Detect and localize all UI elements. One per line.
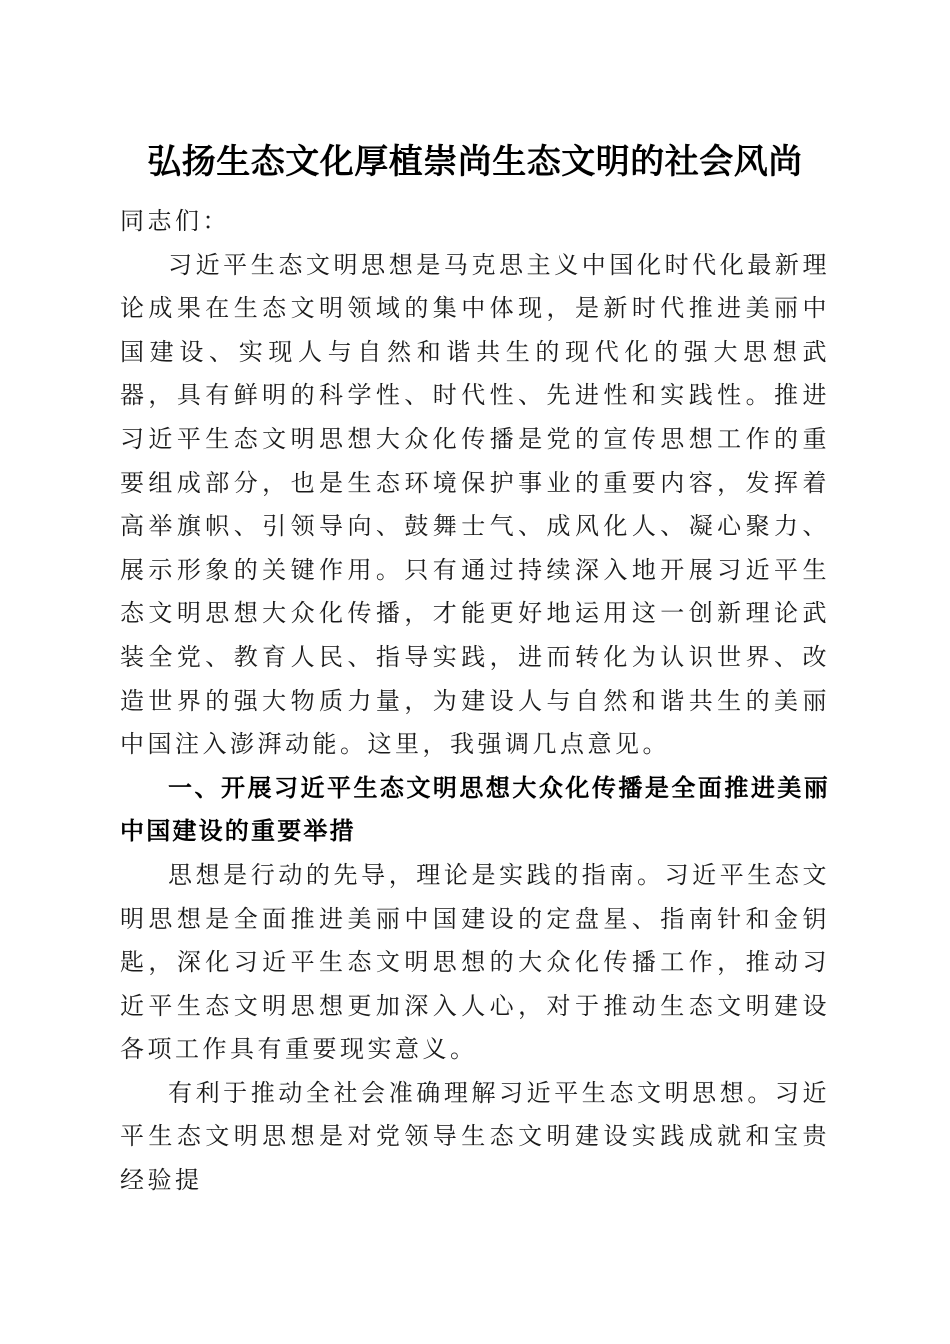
document-body: [120, 200, 830, 1203]
document-title: 弘扬生态文化厚植崇尚生态文明的社会风尚: [147, 142, 803, 182]
intro-paragraph: 习近平生态文明思想是马克思主义中国化时代化最新理论成果在生态文明领域的集中体现，是新时代推进美丽中国建设、实现人与自然和谐共生的现代化的强大思想武器，具有鲜明的科学性、时代性、先进性和实践性。推进习近平生态文明思想大众化传播是党的宣传思想工作的重要组成部分，也是生态环境保护事业的重要内容，发挥着高举旗帜、引领导向、鼓舞士气、成风化人、凝心聚力、展示形象的关键作用。只有通过持续深入地开展习近平生态文明思想大众化传播，才能更好地运用这一创新理论武装全党、教育人民、指导实践，进而转化为认识世界、改造世界的强大物质力量，为建设人与自然和谐共生的美丽中国注入澎湃动能。这里，我强调几点意见。: [120, 250, 830, 759]
section-heading: 一、开展习近平生态文明思想大众化传播是全面推进美丽中国建设的重要举措: [120, 773, 830, 846]
greeting: 同志们：: [120, 207, 230, 235]
section-paragraph: 有利于推动全社会准确理解习近平生态文明思想。习近平生态文明思想是对党领导生态文明建设实践成就和宝贵经验提: [120, 1078, 830, 1195]
section-paragraph: 思想是行动的先导，理论是实践的指南。习近平生态文明思想是全面推进美丽中国建设的定盘星、指南针和金钥匙，深化习近平生态文明思想的大众化传播工作，推动习近平生态文明思想更加深入人心，对于推动生态文明建设各项工作具有重要现实意义。: [120, 860, 830, 1064]
